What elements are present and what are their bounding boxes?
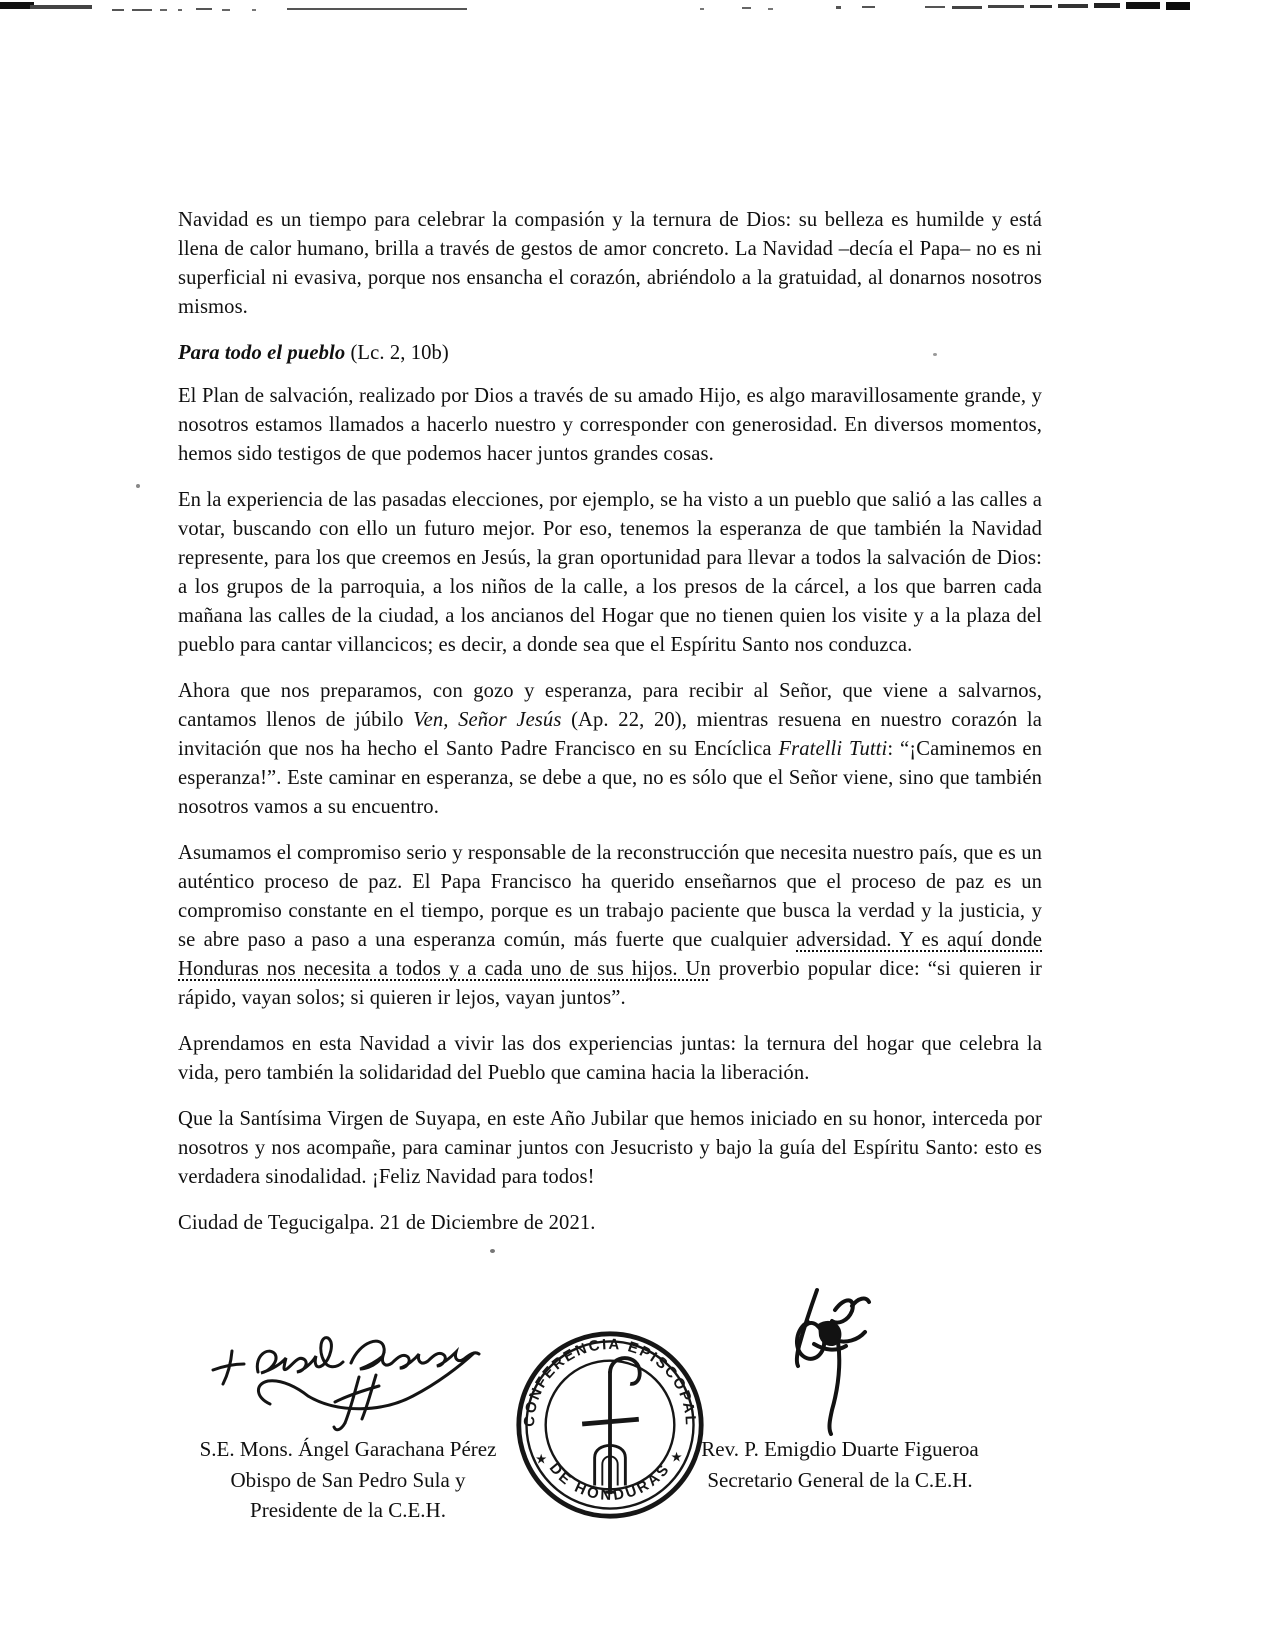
scan-artifact <box>925 6 945 8</box>
left-signatory-block <box>188 1434 508 1526</box>
scan-artifact <box>160 9 167 11</box>
scan-artifact <box>1058 4 1088 8</box>
section-heading <box>178 339 1042 368</box>
p4-italic-fratelli-tutti: Fratelli Tutti <box>778 738 888 760</box>
scan-artifact <box>988 5 1024 8</box>
p4-segment-3: : “¡Caminemos en esperanza!”. Este caminar en esperanza, se debe a que, no es sólo que el Señor viene, sino que también nosotros vamos a su encuentro. <box>178 738 1043 818</box>
letter-body <box>178 206 1042 1238</box>
duarte-signature-icon <box>790 1286 890 1436</box>
scan-artifact <box>1030 5 1052 8</box>
scan-artifact <box>768 8 773 10</box>
scan-artifact <box>252 9 256 11</box>
scan-artifact <box>952 6 982 9</box>
paragraph-elecciones: En la experiencia de las pasadas elecciones, por ejemplo, se ha visto a un pueblo que salió a las calles a votar, buscando con ello un futuro mejor. Por eso, tenemos la esperanza de que también la Navidad represente, para los que creemos en Jesús, la gran oportunidad para llevar a todos la salvación de Dios: a los grupos de la parroquia, a los niños de la calle, a los presos de la cárcel, a los que barren cada mañana las calles de la ciudad, a los ancianos del Hogar que no tienen quien los visite y a la plaza del pueblo para cantar villancicos; es decir, a donde sea que el Espíritu Santo nos conduzca. <box>178 489 1042 656</box>
paragraph-navidad: Navidad es un tiempo para celebrar la compasión y la ternura de Dios: su belleza es humilde y está llena de calor humano, brilla a través de gestos de amor concreto. La Navidad –decía el Papa– no es ni superficial ni evasiva, porque nos ensancha el corazón, abriéndolo a la gratuidad, al donarnos nosotros mismos. <box>178 209 1042 318</box>
scan-artifact <box>836 6 841 9</box>
p5-segment-1: Asumamos el compromiso serio y responsable de la reconstrucción que necesita nuestro país, que es un auténtico proceso de paz. El Papa Francisco ha querido enseñarnos que el proceso de paz es un compromiso constante en el tiempo, porque es un trabajo paciente que busca la verdad y la justicia, y se abre paso a paso a una esperanza común, más fuerte que cualquier <box>178 842 1042 951</box>
scan-artifact <box>112 9 124 11</box>
scan-artifact <box>1126 2 1160 9</box>
scan-artifact <box>700 8 704 10</box>
scan-artifact <box>287 8 467 10</box>
scan-artifact <box>222 9 230 11</box>
dateline: Ciudad de Tegucigalpa. 21 de Diciembre de 2021. <box>178 1212 596 1234</box>
right-signatory-role-1: Secretario General de la C.E.H. <box>707 1467 973 1492</box>
p4-segment-1: Ahora que nos preparamos, con gozo y esperanza, para recibir al Señor, que viene a salvarnos, cantamos llenos de júbilo <box>178 680 1042 731</box>
p4-segment-2: (Ap. 22, 20), mientras resuena en nuestro corazón la invitación que nos ha hecho el Santo Padre Francisco en su Encíclica <box>178 709 1042 760</box>
p5-segment-2: proverbio popular dice: “si quieren ir rápido, vayan solos; si quieren ir lejos, vayan juntos”. <box>178 958 1042 1009</box>
scan-artifact <box>132 9 152 11</box>
scan-speck <box>490 1249 495 1253</box>
scan-artifact <box>862 6 875 8</box>
garachana-signature-icon <box>208 1322 493 1437</box>
paragraph-preparacion <box>178 677 1042 822</box>
seal-bottom-text: DE HONDURAS <box>545 1460 675 1505</box>
scan-artifact <box>1166 2 1190 10</box>
p4-italic-ven-senor: Ven, Señor Jesús <box>413 709 562 731</box>
heading-scripture-reference: (Lc. 2, 10b) <box>345 342 449 364</box>
heading-title: Para todo el pueblo <box>178 342 346 364</box>
scan-artifact <box>178 9 182 11</box>
right-signatory-name: Rev. P. Emigdio Duarte Figueroa <box>701 1437 979 1461</box>
left-signatory-name: S.E. Mons. Ángel Garachana Pérez <box>199 1437 497 1461</box>
seal-top-text: CONFERENCIA EPISCOPAL <box>521 1336 699 1428</box>
scan-artifact <box>742 7 751 9</box>
seal-crosier-icon <box>582 1358 640 1494</box>
ceh-seal <box>514 1326 706 1524</box>
scan-speck <box>136 484 140 488</box>
scan-artifact <box>0 2 34 9</box>
right-signatory-block <box>680 1434 1000 1495</box>
paragraph-virgen-suyapa: Que la Santísima Virgen de Suyapa, en este Año Jubilar que hemos iniciado en su honor, interceda por nosotros y nos acompañe, para caminar juntos con Jesucristo y bajo la guía del Espíritu Santo: esto es verdadera sinodalidad. ¡Feliz Navidad para todos! <box>178 1108 1042 1188</box>
scan-artifact <box>196 8 212 10</box>
left-signatory-role-2: Presidente de la C.E.H. <box>250 1498 446 1522</box>
paragraph-compromiso <box>178 839 1042 1013</box>
scan-artifact <box>30 5 92 9</box>
seal-star-right-icon: ★ <box>670 1449 683 1465</box>
scan-artifact <box>1094 3 1120 8</box>
seal-star-left-icon: ★ <box>535 1451 548 1467</box>
p5-dotted-underline-segment: adversidad. Y es aquí donde Honduras nos necesita a todos y a cada uno de sus hijos. Un <box>178 929 1043 980</box>
paragraph-plan-salvacion: El Plan de salvación, realizado por Dios a través de su amado Hijo, es algo maravillosamente grande, y nosotros estamos llamados a hacerlo nuestro y corresponder con generosidad. En diversos momentos, hemos sido testigos de que podemos hacer juntos grandes cosas. <box>178 385 1042 465</box>
left-signatory-role-1: Obispo de San Pedro Sula y <box>230 1467 466 1492</box>
paragraph-aprendamos: Aprendamos en esta Navidad a vivir las dos experiencias juntas: la ternura del hogar que celebra la vida, pero también la solidaridad del Pueblo que camina hacia la liberación. <box>178 1033 1042 1084</box>
